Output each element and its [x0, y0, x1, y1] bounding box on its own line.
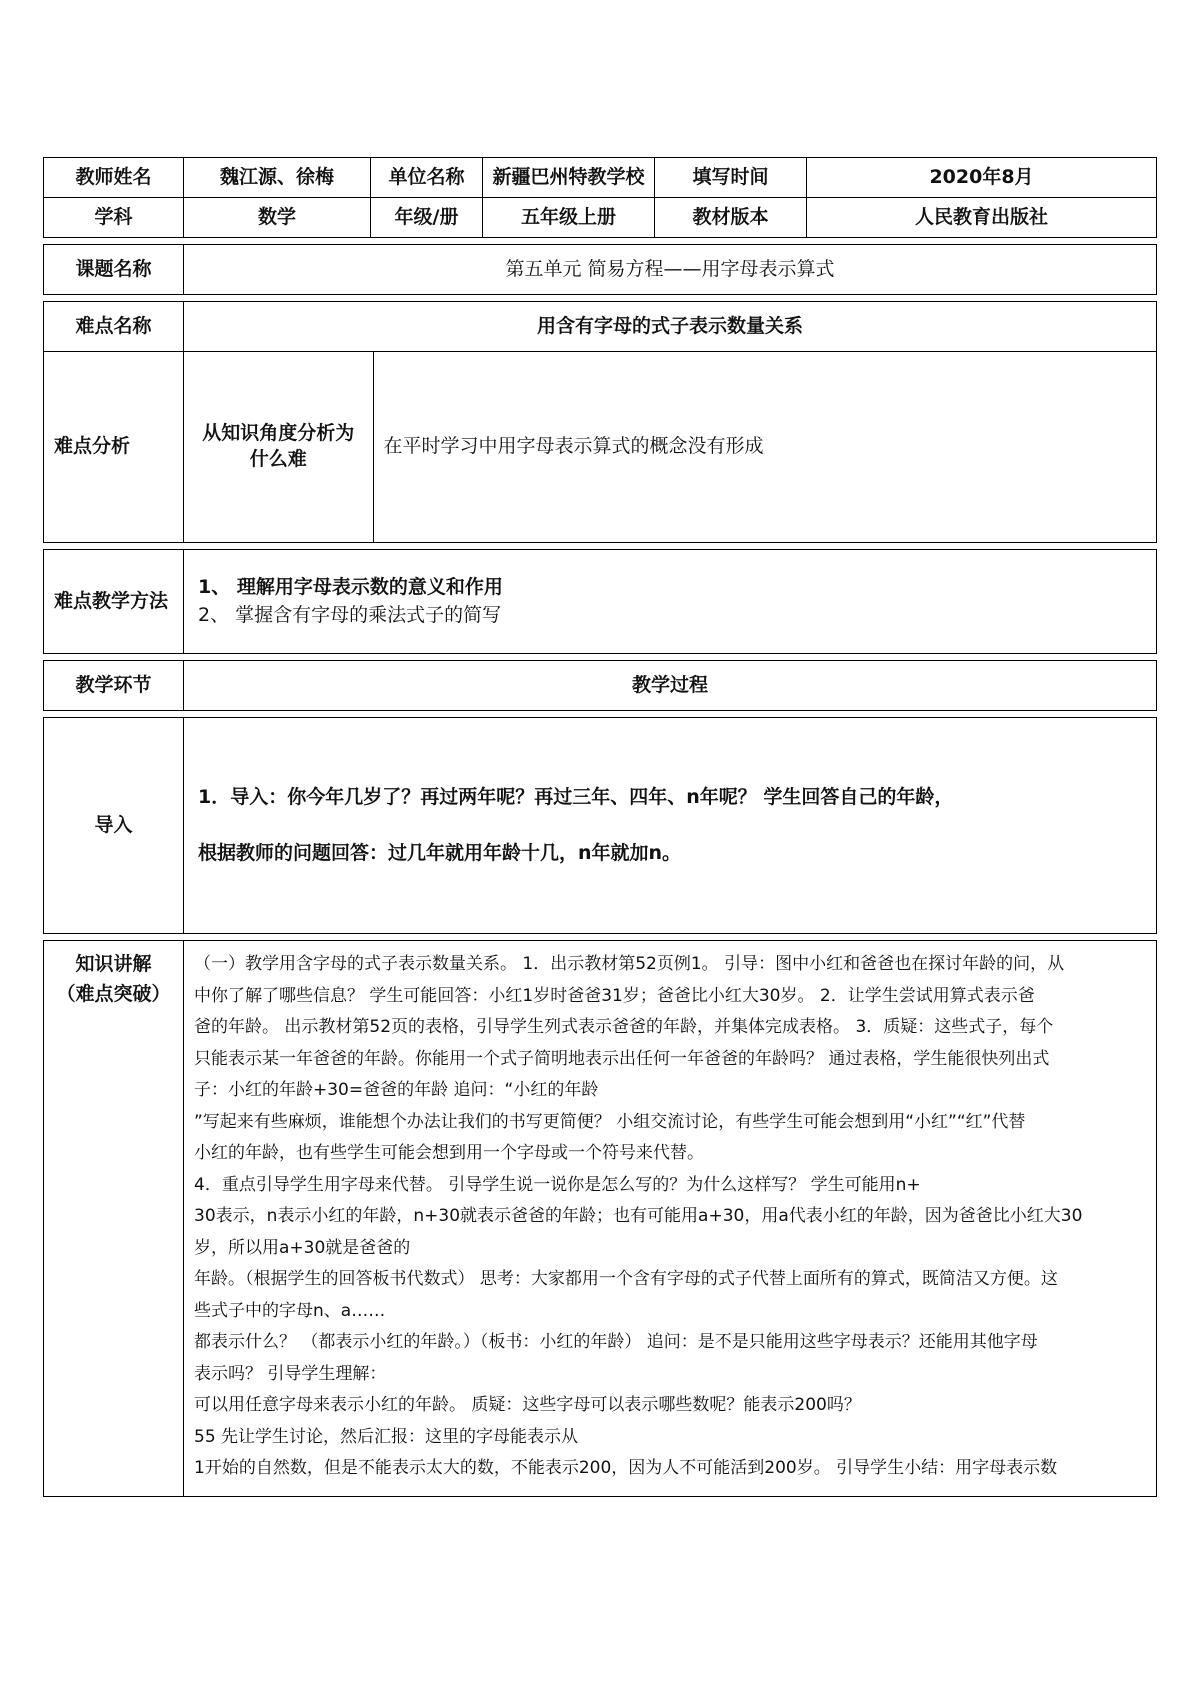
- header-row-1: [44, 158, 1157, 198]
- process-header-row: [44, 661, 1157, 711]
- knowledge-label: [44, 941, 184, 1497]
- row-gap: [44, 934, 1157, 941]
- row-gap: [44, 295, 1157, 302]
- knowledge-line: 小红的年龄，也有些学生可能会想到用一个字母或一个符号来代替。: [194, 1143, 704, 1163]
- knowledge-line: 年龄。（根据学生的回答板书代数式） 思考：大家都用一个含有字母的式子代替上面所有的算式，既简洁又方便。这: [194, 1269, 1058, 1289]
- lesson-plan-sheet: [43, 157, 1156, 1497]
- grade-value: 五年级上册: [483, 198, 655, 238]
- methods-list: [184, 550, 1157, 654]
- knowledge-line: 55 先让学生讨论，然后汇报：这里的字母能表示从: [194, 1426, 579, 1447]
- knowledge-line: 子：小红的年龄+30=爸爸的年龄 追问：“小红的年龄: [194, 1080, 599, 1100]
- knowledge-line: ”写起来有些麻烦，谁能想个办法让我们的书写更简便？ 小组交流讨论，有些学生可能会想到用“小红”“红”代替: [194, 1111, 1026, 1132]
- subject-label: 学科: [44, 198, 184, 238]
- difficulty-label: 难点名称: [44, 302, 184, 352]
- row-gap: [44, 543, 1157, 550]
- knowledge-line: 爸的年龄。 出示教材第52页的表格，引导学生列式表示爸爸的年龄，并集体完成表格。 3．质疑：这些式子，每个: [194, 1017, 1054, 1037]
- row-gap: [44, 238, 1157, 245]
- row-gap: [44, 654, 1157, 661]
- knowledge-line: 都表示什么？ （都表示小红的年龄。）（板书：小红的年龄） 追问：是不是只能用这些字母表示？还能用其他字母: [194, 1332, 1038, 1352]
- unit-value: 新疆巴州特教学校: [483, 158, 655, 198]
- analysis-value: 在平时学习中用字母表示算式的概念没有形成: [383, 435, 764, 458]
- header-row-2: [44, 198, 1157, 238]
- intro-row: [44, 718, 1157, 934]
- analysis-sub-label: 从知识角度分析为什么难: [184, 352, 373, 542]
- edition-label: 教材版本: [655, 198, 807, 238]
- grade-label: 年级/册: [371, 198, 483, 238]
- knowledge-line: 中你了解了哪些信息？ 学生可能回答：小红1岁时爸爸31岁；爸爸比小红大30岁。 2．让学生尝试用算式表示爸: [194, 985, 1035, 1006]
- knowledge-label-line2: （难点突破）: [56, 983, 171, 1005]
- method-item: 2、 掌握含有字母的乘法式子的简写: [198, 603, 502, 626]
- knowledge-line: 30表示，n表示小红的年龄，n+30就表示爸爸的年龄；也有可能用a+30，用a代表小红的年龄，因为爸爸比小红大30: [194, 1206, 1083, 1226]
- difficulty-value: 用含有字母的式子表示数量关系: [184, 302, 1157, 352]
- topic-label: 课题名称: [44, 245, 184, 295]
- knowledge-line: 1开始的自然数，但是不能表示太大的数，不能表示200，因为人不可能活到200岁。 引导学生小结：用字母表示数: [194, 1458, 1058, 1478]
- knowledge-content: [184, 941, 1157, 1497]
- analysis-label: 难点分析: [44, 352, 184, 543]
- methods-row: [44, 550, 1157, 654]
- process-value: 教学过程: [184, 661, 1157, 711]
- teacher-label: 教师姓名: [44, 158, 184, 198]
- intro-label: 导入: [44, 718, 184, 934]
- knowledge-line: 4．重点引导学生用字母来代替。 引导学生说一说你是怎么写的？为什么这样写？ 学生可能用n+: [194, 1174, 921, 1195]
- topic-value: 第五单元 简易方程——用字母表示算式: [184, 245, 1157, 295]
- knowledge-line: 只能表示某一年爸爸的年龄。你能用一个式子简明地表示出任何一年爸爸的年龄吗？ 通过表格，学生能很快列出式: [194, 1048, 1050, 1069]
- date-label: 填写时间: [655, 158, 807, 198]
- row-gap: [44, 711, 1157, 718]
- lesson-plan-table: [43, 157, 1157, 1497]
- unit-label: 单位名称: [371, 158, 483, 198]
- method-item: 1、 理解用字母表示数的意义和作用: [198, 575, 503, 598]
- knowledge-label-line1: 知识讲解: [75, 953, 152, 975]
- analysis-inner: [184, 352, 1156, 542]
- process-label: 教学环节: [44, 661, 184, 711]
- analysis-row: [44, 352, 1157, 543]
- intro-content: [184, 718, 1157, 934]
- knowledge-line: （一）教学用含字母的式子表示数量关系。 1．出示教材第52页例1。 引导：图中小红和爸爸也在探讨年龄的问，从: [194, 954, 1065, 974]
- knowledge-row: [44, 941, 1157, 1497]
- teacher-value: 魏江源、徐梅: [184, 158, 371, 198]
- knowledge-line: 些式子中的字母n、a……: [194, 1300, 386, 1321]
- edition-value: 人民教育出版社: [807, 198, 1157, 238]
- difficulty-row: [44, 302, 1157, 352]
- intro-line: 1．导入：你今年几岁了？再过两年呢？再过三年、四年、n年呢？ 学生回答自己的年龄，: [198, 785, 954, 808]
- intro-line: 根据教师的问题回答：过几年就用年龄十几，n年就加n。: [198, 841, 682, 864]
- date-value: 2020年8月: [807, 158, 1157, 198]
- methods-label: 难点教学方法: [44, 550, 184, 654]
- subject-value: 数学: [184, 198, 371, 238]
- knowledge-line: 岁，所以用a+30就是爸爸的: [194, 1237, 411, 1258]
- knowledge-line: 可以用任意字母来表示小红的年龄。 质疑：这些字母可以表示哪些数呢？能表示200吗？: [194, 1395, 861, 1415]
- knowledge-line: 表示吗？ 引导学生理解：: [194, 1363, 387, 1384]
- topic-row: [44, 245, 1157, 295]
